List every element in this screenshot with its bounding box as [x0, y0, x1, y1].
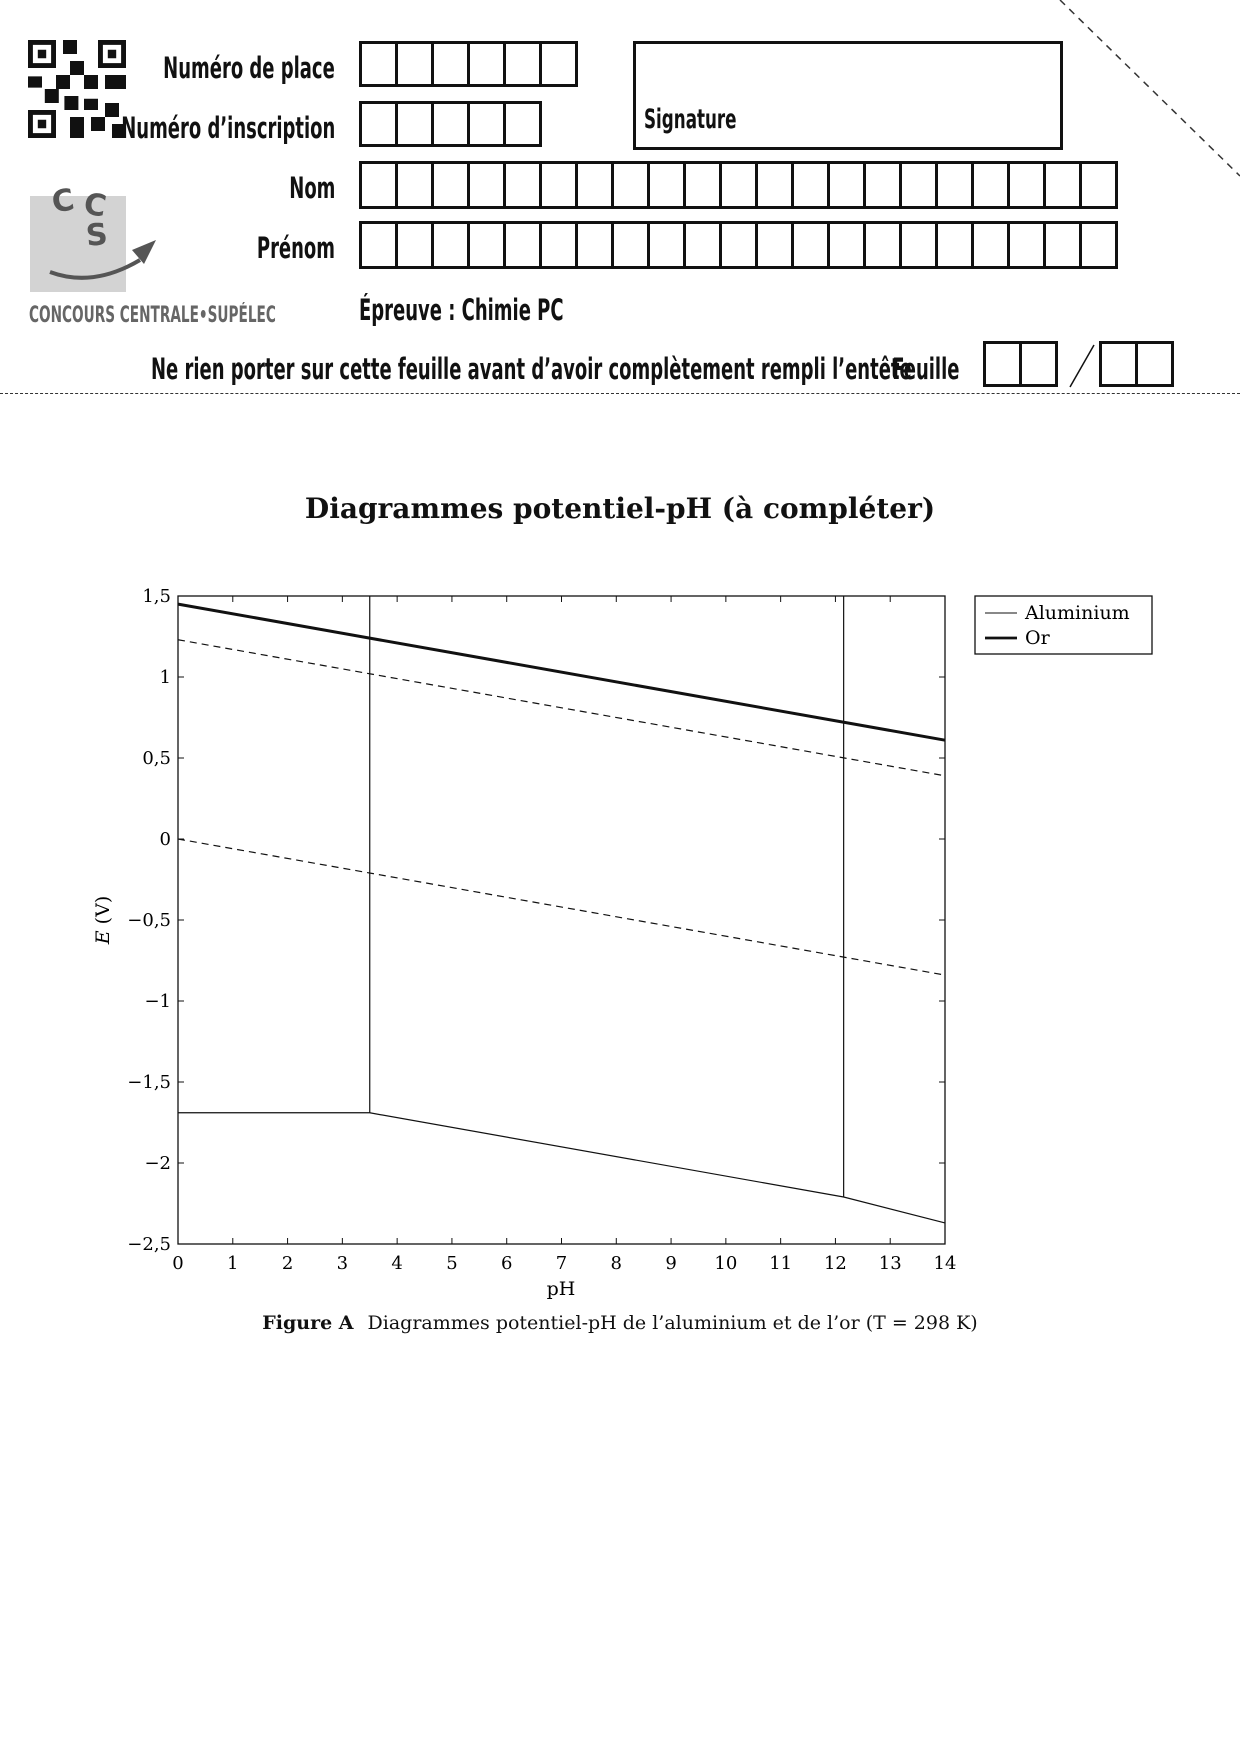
feuille-total-field[interactable]: [1099, 341, 1174, 387]
y-tick-label: −1: [144, 991, 171, 1012]
legend: [975, 596, 1152, 654]
logo-arrow-icon: [48, 238, 158, 288]
y-tick-label: 1: [159, 667, 171, 688]
prenom-label: Prénom: [256, 231, 335, 265]
nom-label: Nom: [288, 171, 335, 205]
x-tick-label: 14: [933, 1253, 957, 1274]
y-tick-label: −2,5: [127, 1234, 171, 1255]
x-tick-label: 3: [336, 1253, 349, 1274]
x-tick-label: 1: [227, 1253, 239, 1274]
numero-inscription-label: Numéro d’inscription: [120, 111, 335, 145]
x-tick-label: 7: [555, 1253, 568, 1274]
x-tick-label: 2: [281, 1253, 294, 1274]
y-tick-label: −2: [144, 1153, 171, 1174]
qr-code-icon: [28, 40, 126, 138]
y-tick-label: 0: [159, 829, 171, 850]
logo-letter-3: S: [84, 217, 110, 254]
y-axis-label: E (V): [92, 895, 114, 945]
x-tick-label: 9: [665, 1253, 677, 1274]
x-tick-label: 11: [769, 1253, 793, 1274]
nom-field[interactable]: [359, 161, 1118, 209]
prenom-field[interactable]: [359, 221, 1118, 269]
epreuve-label: Épreuve : Chimie PC: [359, 293, 564, 327]
x-tick-label: 4: [391, 1253, 403, 1274]
slash-separator: [1060, 341, 1100, 389]
figure-caption: [0, 1312, 1240, 1334]
y-tick-label: −0,5: [127, 910, 171, 931]
caption-text: Diagrammes potentiel-pH de l’aluminium et de l’or (T = 298 K): [367, 1312, 978, 1334]
notice-label: Ne rien porter sur cette feuille avant d’avoir complètement rempli l’entête: [151, 352, 912, 386]
y-tick-label: −1,5: [127, 1072, 171, 1093]
x-axis-label: pH: [546, 1278, 576, 1300]
numero-place-field[interactable]: [359, 41, 578, 87]
x-tick-label: 8: [610, 1253, 623, 1274]
chart-title: Diagrammes potentiel-pH (à compléter): [304, 492, 936, 525]
legend-label-aluminium: Aluminium: [1025, 602, 1130, 624]
x-tick-label: 6: [500, 1253, 513, 1274]
caption-label: Figure A: [262, 1312, 354, 1334]
potential-ph-chart: [0, 570, 1240, 1330]
numero-place-label: Numéro de place: [163, 51, 335, 85]
corner-cut-line: [1055, 0, 1240, 180]
signature-box[interactable]: [633, 41, 1063, 150]
cut-line: [0, 393, 1240, 394]
legend-label-or: Or: [1025, 627, 1050, 649]
feuille-number-field[interactable]: [983, 341, 1058, 387]
x-tick-label: 10: [714, 1253, 738, 1274]
y-tick-label: 1,5: [142, 586, 171, 607]
x-tick-label: 5: [446, 1253, 458, 1274]
y-tick-label: 0,5: [142, 748, 171, 769]
x-tick-label: 13: [878, 1253, 902, 1274]
feuille-label: Feuille: [891, 352, 959, 386]
x-tick-label: 0: [172, 1253, 184, 1274]
logo-letter-2: C: [81, 186, 109, 225]
brand-label: CONCOURS CENTRALE•SUPÉLEC: [29, 303, 276, 328]
logo-letter-1: C: [49, 182, 77, 221]
logo: [30, 182, 126, 292]
x-tick-label: 12: [823, 1253, 847, 1274]
signature-label: Signature: [644, 104, 737, 135]
numero-inscription-field[interactable]: [359, 101, 542, 147]
